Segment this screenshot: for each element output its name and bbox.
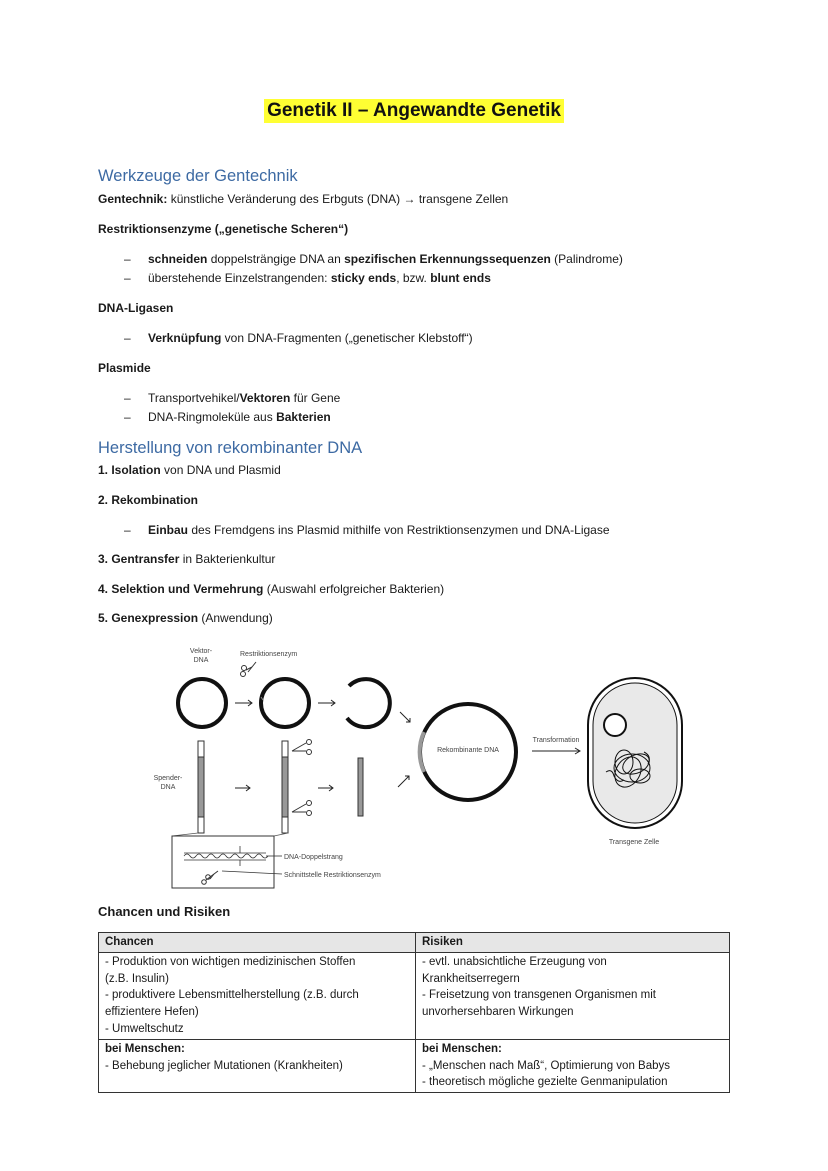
cell-line: (z.B. Insulin) [105, 972, 169, 985]
label-rekombinante-dna: Rekombinante DNA [437, 747, 499, 754]
dna-detail-box [172, 836, 274, 888]
bold-text: blunt ends [430, 271, 491, 285]
gentechnik-term: Gentechnik: [98, 192, 168, 206]
label-vektor-dna-2: DNA [193, 657, 209, 664]
ligase-heading-text: DNA-Ligasen [98, 301, 174, 315]
cell-heading: bei Menschen: [422, 1042, 502, 1055]
page-title: Genetik II – Angewandte Genetik [264, 99, 564, 123]
table-cell [99, 1039, 416, 1092]
cell-line: - Behebung jeglicher Mutationen (Krankheiten) [105, 1059, 343, 1072]
bold-text: Vektoren [239, 391, 291, 405]
bold-text: spezifischen Erkennungssequenzen [344, 252, 551, 266]
label-transgene-zelle: Transgene Zelle [608, 839, 660, 846]
restriktion-bullet-2: – überstehende Einzelstrangenden: sticky ends, bzw. blunt ends [124, 271, 491, 285]
text: von DNA-Fragmenten („genetischer Klebstoff“) [221, 331, 473, 345]
text: (Anwendung) [198, 611, 273, 625]
table-row [99, 952, 730, 1039]
label-vektor-dna-1: Vektor- [189, 648, 213, 655]
scissors-icon [292, 801, 312, 816]
label-dna-doppelstrang: DNA-Doppelstrang [284, 854, 343, 861]
cell-line: - „Menschen nach Maß“, Optimierung von Babys [422, 1059, 670, 1072]
table-header-row [99, 933, 730, 953]
bold-text: schneiden [148, 252, 208, 266]
text: Transportvehikel/ [148, 391, 240, 405]
bold-text: 4. Selektion und Vermehrung [98, 582, 264, 596]
vektor-plasmid [178, 679, 226, 727]
gentechnik-text: künstliche Veränderung des Erbguts (DNA) → transgene Zellen [167, 192, 509, 206]
bold-text: 3. Gentransfer [98, 552, 180, 566]
label-schnittstelle: Schnittstelle Restriktionsenzym [284, 872, 381, 879]
text: für Gene [290, 391, 341, 405]
label-spender-dna-2: DNA [160, 784, 176, 791]
cell-line: effizientere Hefen) [105, 1006, 199, 1019]
bold-text: 5. Genexpression [98, 611, 199, 625]
cell-line: Krankheitserregern [422, 972, 520, 985]
donor-gene-segment [198, 757, 204, 817]
transgenic-cell-inner [593, 683, 677, 823]
bold-text: 2. Rekombination [98, 493, 199, 507]
ligase-bullet-1: – Verknüpfung von DNA-Fragmenten („genetischer Klebstoff“) [124, 331, 473, 345]
chances-risks-table [98, 932, 730, 1093]
vektor-plasmid-cut [261, 679, 309, 727]
plasmide-heading-text: Plasmide [98, 361, 151, 375]
label-transformation: Transformation [532, 737, 580, 744]
cell-line: - Umweltschutz [105, 1022, 184, 1035]
isolated-gene [358, 758, 363, 816]
cell-line: - produktivere Lebensmittelherstellung (z.B. durch [105, 989, 359, 1002]
heading-herstellung: Herstellung von rekombinanter DNA [98, 439, 363, 457]
arrow-icon [318, 700, 335, 706]
arrow-icon [318, 785, 333, 791]
cell-heading: bei Menschen: [105, 1042, 185, 1055]
bold-text: Bakterien [276, 410, 331, 424]
arrow-icon [398, 776, 409, 787]
cell-line: - theoretisch mögliche gezielte Genmanipulation [422, 1076, 668, 1089]
text: in Bakterienkultur [179, 552, 276, 566]
step-2-bullet: – Einbau des Fremdgens ins Plasmid mithilfe von Restriktionsenzymen und DNA-Ligase [124, 523, 610, 537]
column-header-risiken: Risiken [416, 933, 730, 953]
open-plasmid [347, 679, 390, 727]
cell-line: - Produktion von wichtigen medizinischen Stoffen [105, 955, 356, 968]
cell-line: - evtl. unabsichtliche Erzeugung von [422, 955, 607, 968]
text: (Palindrome) [550, 252, 623, 266]
text: von DNA und Plasmid [160, 463, 281, 477]
arrow-icon [235, 700, 252, 706]
bold-text: sticky ends [330, 271, 397, 285]
plasmide-bullet-1: – Transportvehikel/Vektoren für Gene [124, 391, 341, 405]
bold-text: 1. Isolation [98, 463, 161, 477]
plasmide-bullet-2: – DNA-Ringmoleküle aus Bakterien [124, 410, 331, 424]
text: DNA-Ringmoleküle aus [148, 410, 277, 424]
label-restriktionsenzym: Restriktionsenzym [240, 651, 298, 658]
heading-werkzeuge: Werkzeuge der Gentechnik [98, 167, 298, 185]
restriktion-bullet-1: – schneiden doppelsträngige DNA an spezifischen Erkennungssequenzen (Palindrome) [124, 252, 623, 266]
arrow-icon [532, 748, 580, 754]
table-heading: Chancen und Risiken [98, 904, 231, 919]
table-row [99, 1039, 730, 1092]
scissors-icon [292, 740, 312, 755]
arrow-icon [400, 712, 410, 722]
scissors-icon [241, 662, 257, 677]
arrow-icon [235, 785, 250, 791]
cell-line: unvorhersehbaren Wirkungen [422, 1006, 574, 1019]
table-cell [416, 952, 730, 1039]
cell-plasmid [604, 714, 626, 736]
text: des Fremdgens ins Plasmid mithilfe von Restriktionsenzymen und DNA-Ligase [188, 523, 610, 537]
label-spender-dna-1: Spender- [153, 775, 183, 782]
restriktion-heading-text: Restriktionsenzyme („genetische Scheren“) [98, 222, 349, 236]
column-header-chancen: Chancen [99, 933, 416, 953]
bold-text: Verknüpfung [148, 331, 222, 345]
cell-line: - Freisetzung von transgenen Organismen mit [422, 989, 656, 1002]
table-cell [416, 1039, 730, 1092]
text: doppelsträngige DNA an [207, 252, 345, 266]
text: , bzw. [396, 271, 431, 285]
table-cell [99, 952, 416, 1039]
bold-text: Einbau [148, 523, 189, 537]
text: (Auswahl erfolgreicher Bakterien) [263, 582, 445, 596]
text: überstehende Einzelstrangenden: [148, 271, 331, 285]
donor-gene-segment-cut [282, 757, 288, 817]
